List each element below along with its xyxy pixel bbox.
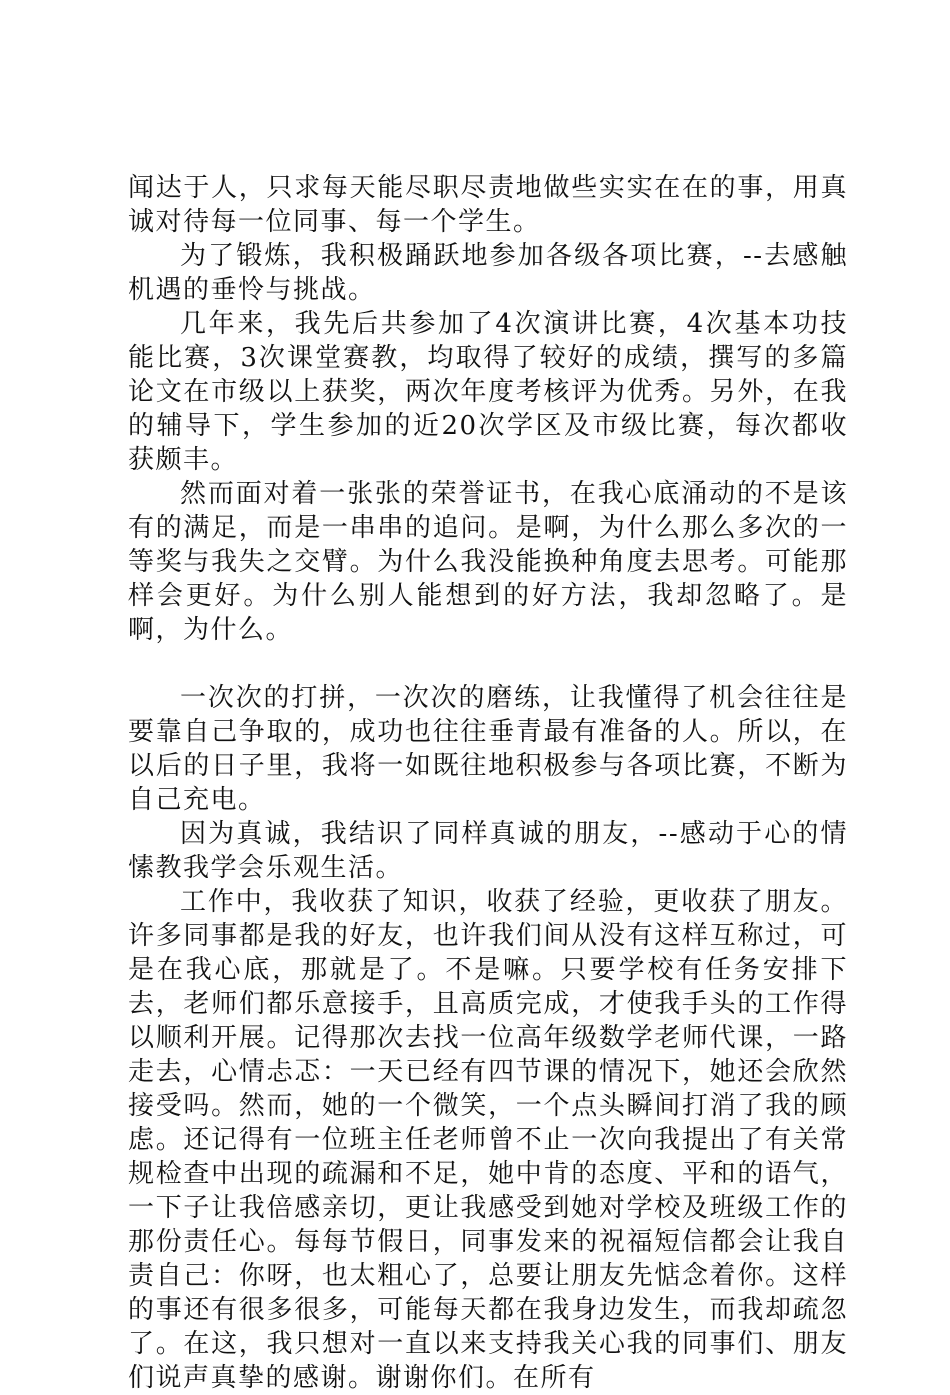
paragraph-gap bbox=[128, 647, 848, 681]
paragraph-2: 为了锻炼，我积极踊跃地参加各级各项比赛，--去感触机遇的垂怜与挑战。 bbox=[128, 241, 848, 305]
paragraph-6: 因为真诚，我结识了同样真诚的朋友，--感动于心的情愫教我学会乐观生活。 bbox=[128, 819, 848, 883]
paragraph-3: 几年来，我先后共参加了4次演讲比赛，4次基本功技能比赛，3次课堂赛教，均取得了较好的成绩，撰写的多篇论文在市级以上获奖，两次年度考核评为优秀。另外，在我的辅导下，学生参加的近20次学区及市级比赛，每次都收获颇丰。 bbox=[128, 309, 848, 475]
document-page bbox=[128, 171, 848, 1395]
paragraph-1: 闻达于人，只求每天能尽职尽责地做些实实在在的事，用真诚对待每一位同事、每一个学生。 bbox=[128, 173, 848, 237]
paragraph-7: 工作中，我收获了知识，收获了经验，更收获了朋友。许多同事都是我的好友，也许我们间从没有这样互称过，可是在我心底，那就是了。不是嘛。只要学校有任务安排下去，老师们都乐意接手，且高质完成，才使我手头的工作得以顺利开展。记得那次去找一位高年级数学老师代课，一路走去，心情忐忑：一天已经有四节课的情况下，她还会欣然接受吗。然而，她的一个微笑，一个点头瞬间打消了我的顾虑。还记得有一位班主任老师曾不止一次向我提出了有关常规检查中出现的疏漏和不足，她中肯的态度、平和的语气，一下子让我倍感亲切，更让我感受到她对学校及班级工作的那份责任心。每每节假日，同事发来的祝福短信都会让我自责自己：你呀，也太粗心了，总要让朋友先惦念着你。这样的事还有很多很多，可能每天都在我身边发生，而我却疏忽了。在这，我只想对一直以来支持我关心我的同事们、朋友们说声真挚的感谢。谢谢你们。在所有 bbox=[128, 887, 848, 1393]
paragraph-4: 然而面对着一张张的荣誉证书，在我心底涌动的不是该有的满足，而是一串串的追问。是啊，为什么那么多次的一等奖与我失之交臂。为什么我没能换种角度去思考。可能那样会更好。为什么别人能想到的好方法，我却忽略了。是啊，为什么。 bbox=[128, 479, 848, 645]
paragraph-5: 一次次的打拼，一次次的磨练，让我懂得了机会往往是要靠自己争取的，成功也往往垂青最有准备的人。所以，在以后的日子里，我将一如既往地积极参与各项比赛，不断为自己充电。 bbox=[128, 683, 848, 815]
